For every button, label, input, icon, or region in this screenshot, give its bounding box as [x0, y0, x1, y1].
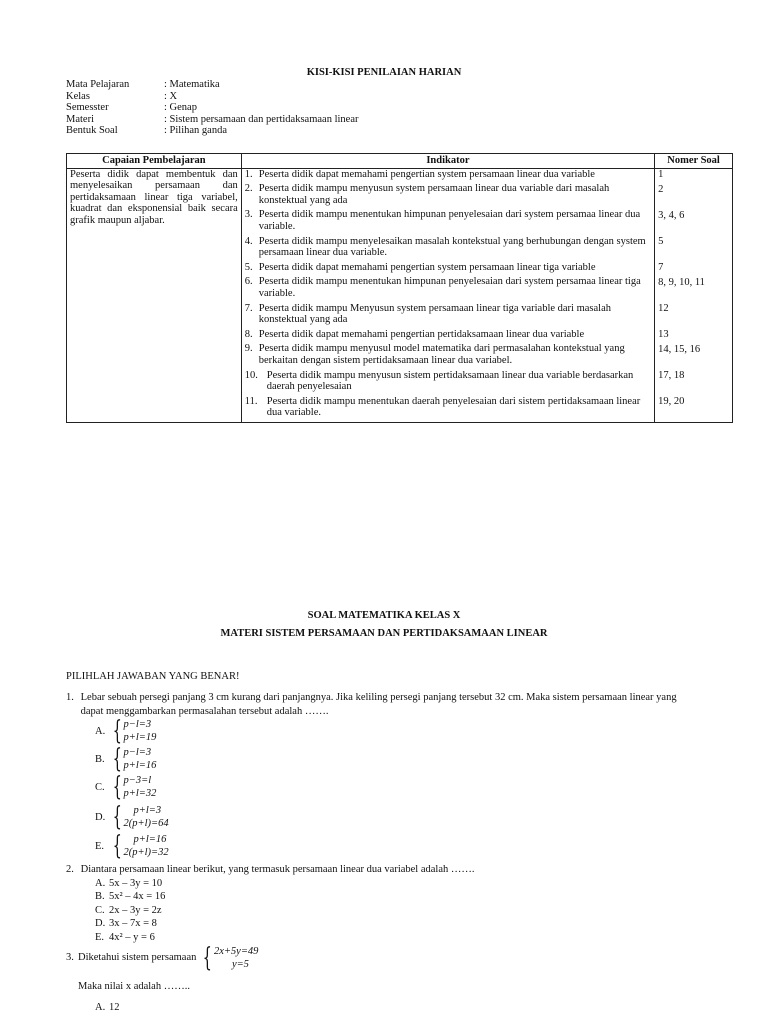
equation-system	[109, 718, 156, 744]
indikator-text: Peserta didik mampu menentukan himpunan penyelesaian dari system persamaa linear tiga variable.	[258, 276, 641, 299]
question-number: 3.	[66, 952, 74, 963]
indikator-text: Peserta didik dapat memahami pengertian system persamaan linear dua variable	[258, 168, 595, 180]
indikator-number: 1.	[244, 168, 253, 180]
nomer-soal-value: 14, 15, 16	[658, 343, 701, 355]
nomer-soal-value: 2	[658, 183, 664, 195]
option-label: C.	[95, 781, 105, 793]
indikator-item	[245, 236, 651, 259]
indikator-number: 11.	[244, 395, 258, 407]
indikator-text: Peserta didik mampu menyusun sistem pertidaksamaan linear dua variable berdasarkan daerah penyelesaian	[266, 369, 634, 393]
nomer-soal-value: 17, 18	[658, 369, 685, 381]
option-c[interactable]	[95, 904, 165, 917]
meta-info	[66, 79, 358, 137]
instruction: PILIHLAH JAWABAN YANG BENAR!	[66, 671, 240, 682]
option-label: E.	[95, 931, 105, 943]
equation: 2x+5y=49	[213, 946, 259, 957]
option-label: D.	[95, 918, 106, 930]
indikator-text: Peserta didik dapat memahami pengertian pertidaksamaan linear dua variable	[258, 328, 585, 340]
indikator-text: Peserta didik mampu menyelesaikan masalah kontekstual yang berhubungan dengan system persamaan linear dua variable.	[258, 235, 646, 259]
indikator-item	[245, 370, 651, 393]
indikator-item	[245, 183, 651, 206]
option-label: C.	[95, 904, 105, 916]
equation-system	[109, 833, 169, 859]
nomer-soal-value: 3, 4, 6	[658, 209, 685, 221]
doc-title: KISI-KISI PENILAIAN HARIAN	[306, 67, 462, 78]
equation-system	[109, 746, 156, 772]
option-a[interactable]	[95, 1001, 120, 1014]
nomer-soal-value: 5	[658, 235, 664, 247]
soal-subtitle: MATERI SISTEM PERSAMAAN DAN PERTIDAKSAMAAN LINEAR	[220, 628, 548, 639]
indikator-number: 2.	[244, 183, 253, 195]
indikator-text: Peserta didik mampu menyusul model matematika dari permasalahan kontekstual yang berkaitan dengan sistem pertidaksamaan linear dua variabel.	[258, 343, 625, 366]
equation: p+l=16	[133, 834, 167, 845]
equation: p+l=3	[133, 805, 162, 816]
indikator-item	[245, 303, 651, 326]
option-e[interactable]	[95, 931, 165, 944]
brace-icon: {	[112, 744, 122, 774]
equation: p+l=19	[123, 732, 157, 743]
question-2	[66, 863, 475, 877]
option-a[interactable]	[95, 718, 156, 744]
equation: p+l=32	[123, 788, 157, 799]
question-number: 2.	[66, 864, 74, 875]
option-text: 12	[109, 1002, 120, 1013]
meta-value: : Pilihan ganda	[164, 125, 227, 136]
option-label: D.	[95, 811, 106, 823]
option-label: A.	[95, 878, 106, 889]
question-text: Diantara persamaan linear berikut, yang termasuk persamaan linear dua variabel adalah …….	[80, 864, 475, 875]
indikator-number: 5.	[244, 261, 253, 273]
indikator-text: Peserta didik mampu menentukan himpunan penyelesaian dari system persamaa linear dua variable.	[258, 209, 641, 232]
nomer-soal-value: 7	[658, 261, 664, 273]
meta-value: : Matematika	[164, 79, 220, 90]
option-a[interactable]	[95, 877, 165, 890]
option-b[interactable]	[95, 746, 156, 772]
option-c[interactable]	[95, 774, 156, 800]
meta-key: Semesster	[66, 102, 109, 113]
meta-value: : Genap	[164, 102, 197, 113]
capaian-cell: Peserta didik dapat membentuk dan menyelesaikan persamaan dan pertidaksamaan linear tiga variabel, kuadrat dan eksponensial baik secara grafik maupun aljabar.	[67, 168, 242, 422]
equation: y=5	[231, 959, 249, 970]
indikator-number: 9.	[244, 343, 253, 355]
meta-row	[66, 125, 358, 137]
meta-row	[66, 79, 358, 91]
meta-key: Materi	[66, 113, 94, 125]
table-header-row	[67, 154, 733, 169]
option-label: E.	[95, 840, 105, 852]
option-text: 5x² – 4x = 16	[109, 891, 166, 903]
question-3	[66, 945, 258, 971]
indikator-list	[245, 169, 651, 419]
indikator-item	[245, 343, 651, 366]
equation: 2(p+l)=32	[123, 847, 169, 858]
question-text: dapat menggambarkan permasalahan tersebut adalah …….	[80, 706, 329, 717]
option-label: A.	[95, 1002, 106, 1013]
option-label: B.	[95, 891, 105, 903]
meta-value: : X	[164, 90, 178, 102]
question-3-options	[95, 1001, 120, 1014]
question-3-follow: Maka nilai x adalah ……..	[78, 981, 190, 992]
indikator-item	[245, 329, 651, 341]
meta-row	[66, 114, 358, 126]
option-d[interactable]	[95, 804, 169, 830]
question-1	[66, 691, 677, 719]
indikator-number: 3.	[244, 209, 253, 221]
indikator-item	[245, 276, 651, 299]
indikator-number: 10.	[244, 369, 258, 381]
option-text: 2x – 3y = 2z	[109, 904, 162, 916]
meta-key: Kelas	[66, 90, 90, 102]
indikator-text: Peserta didik dapat memahami pengertian system persamaan linear tiga variable	[258, 261, 596, 273]
equation: p−l=3	[123, 747, 152, 758]
nomer-soal-value: 12	[658, 302, 669, 314]
table-row	[67, 168, 733, 422]
equation: p−3=l	[123, 775, 152, 786]
indikator-item	[245, 396, 651, 419]
kisi-table	[66, 153, 733, 423]
equation: 2(p+l)=64	[123, 818, 169, 829]
option-text: 3x – 7x = 8	[109, 918, 157, 930]
meta-value: : Sistem persamaan dan pertidaksamaan linear	[164, 113, 359, 125]
option-label: B.	[95, 753, 105, 765]
indikator-number: 4.	[244, 235, 253, 247]
meta-row	[66, 91, 358, 103]
indikator-number: 6.	[244, 276, 253, 288]
question-number: 1.	[66, 692, 74, 703]
brace-icon: {	[203, 943, 213, 973]
header-indikator: Indikator	[241, 154, 654, 169]
equation-system	[109, 774, 156, 800]
indikator-number: 8.	[244, 328, 253, 340]
question-text: Lebar sebuah persegi panjang 3 cm kurang dari panjangnya. Jika keliling persegi panjang tersebut 32 cm. Maka sistem persamaan linear yang	[80, 692, 677, 703]
indikator-text: Peserta didik mampu menyusun system persamaan linear dua variable dari masalah konstektual yang ada	[258, 183, 610, 206]
indikator-item	[245, 169, 651, 181]
question-2-options	[95, 877, 165, 944]
header-nomer-soal: Nomer Soal	[655, 154, 733, 169]
indikator-cell	[241, 168, 654, 422]
option-label: A.	[95, 725, 106, 737]
brace-icon: {	[112, 802, 122, 832]
indikator-text: Peserta didik mampu Menyusun system persamaan linear tiga variable dari masalah konstektual yang ada	[258, 302, 611, 326]
equation: p+l=16	[123, 760, 157, 771]
option-e[interactable]	[95, 833, 169, 859]
option-d[interactable]	[95, 917, 165, 930]
nomer-soal-value: 19, 20	[658, 395, 685, 407]
option-b[interactable]	[95, 890, 165, 903]
indikator-text: Peserta didik mampu menentukan daerah penyelesaian dari sistem pertidaksamaan linear dua variable.	[266, 395, 641, 419]
nomer-cell	[655, 168, 733, 422]
meta-key: Bentuk Soal	[66, 125, 118, 136]
indikator-number: 7.	[244, 302, 253, 314]
brace-icon: {	[112, 831, 122, 861]
brace-icon: {	[112, 716, 122, 746]
meta-key: Mata Pelajaran	[66, 79, 130, 90]
header-capaian: Capaian Pembelajaran	[67, 154, 242, 169]
soal-title: SOAL MATEMATIKA KELAS X	[307, 610, 461, 621]
meta-row	[66, 102, 358, 114]
option-text: 5x – 3y = 10	[109, 878, 163, 889]
nomer-soal-value: 13	[658, 328, 669, 340]
nomer-list	[658, 169, 729, 419]
equation-system	[199, 945, 258, 971]
equation: p−l=3	[123, 719, 152, 730]
indikator-item	[245, 262, 651, 274]
nomer-soal-value: 8, 9, 10, 11	[658, 276, 705, 288]
nomer-soal-value: 1	[658, 168, 664, 180]
equation-system	[109, 804, 169, 830]
question-text: Diketahui sistem persamaan	[78, 952, 197, 963]
brace-icon: {	[112, 772, 122, 802]
indikator-item	[245, 209, 651, 232]
option-text: 4x² – y = 6	[109, 931, 155, 943]
